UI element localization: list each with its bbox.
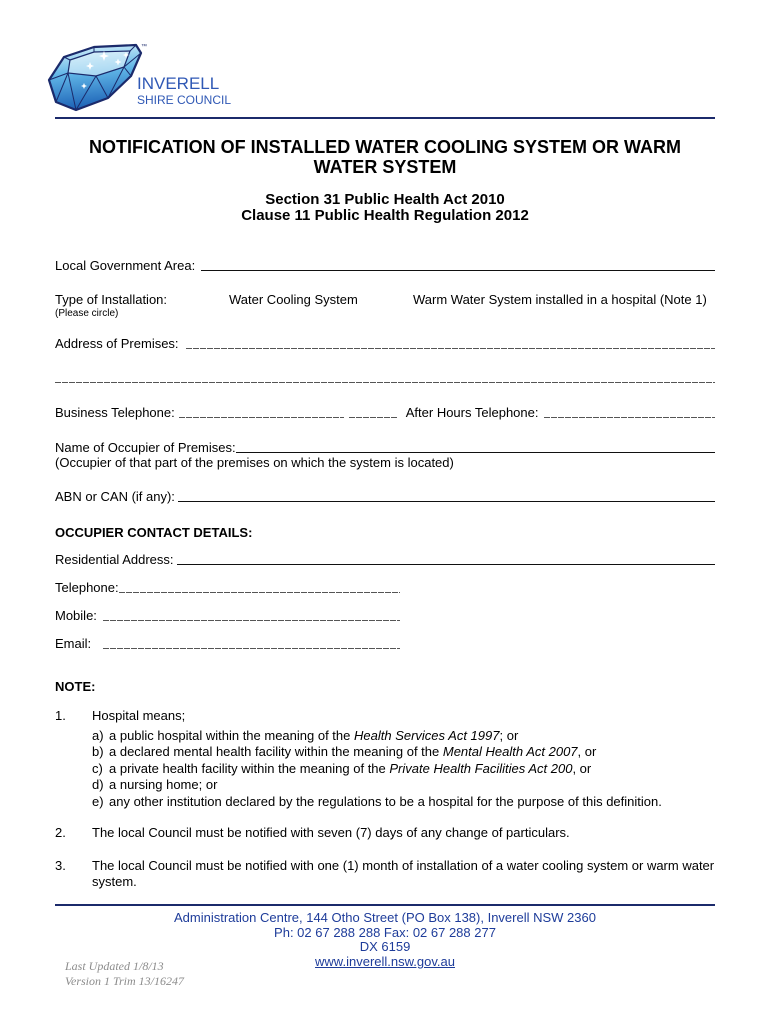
footer-phone-fax: Ph: 02 67 288 288 Fax: 02 67 288 277 [274,925,496,940]
abn-can-input[interactable] [178,489,715,502]
occupier-name-row [55,440,715,455]
note-1-number: 1. [55,708,66,723]
version-trim: Version 1 Trim 13/16247 [65,974,185,988]
local-government-area-input[interactable] [201,258,715,271]
please-circle-hint: (Please circle) [55,308,119,319]
legislation-clause: Clause 11 Public Health Regulation 2012 [241,207,529,224]
business-telephone-label: Business Telephone: [55,405,175,420]
email-label: Email: [55,636,92,651]
occupier-telephone-label: Telephone: [55,580,119,595]
address-of-premises-row [55,336,715,351]
residential-address-input[interactable] [177,552,715,565]
mobile-row [55,608,400,623]
address-of-premises-label: Address of Premises: [55,336,179,351]
note-3-text-continued: system. [92,874,137,889]
footer-address: Administration Centre, 144 Otho Street (PO Box 138), Inverell NSW 2360 [174,910,596,925]
occupier-name-label: Name of Occupier of Premises: [55,440,236,455]
trademark-symbol: ™ [141,44,147,50]
logo-subtitle: SHIRE COUNCIL [137,93,232,107]
definition-text: a nursing home; or [109,777,218,792]
page-title-line-1: NOTIFICATION OF INSTALLED WATER COOLING SYSTEM OR WARM [89,137,681,157]
definition-text-after: ; or [499,728,519,743]
sapphire-gem-logo-icon [44,40,150,114]
note-3-number: 3. [55,858,66,873]
header-divider [55,117,715,119]
list-marker: e) [92,794,104,809]
mobile-input[interactable] [103,608,400,621]
definition-text-after: , or [577,744,597,759]
after-hours-telephone-input[interactable] [544,405,715,418]
definition-text: any other institution declared by the regulations to be a hospital for the purpose of this definition. [109,794,662,809]
act-title: Mental Health Act 2007 [442,744,578,759]
act-title: Private Health Facilities Act 200 [389,761,573,776]
act-title: Health Services Act 1997 [354,728,500,743]
type-of-installation-label: Type of Installation: [55,292,168,307]
notes-heading: NOTE: [55,679,96,694]
note-2-number: 2. [55,825,66,840]
address-of-premises-input[interactable] [186,336,715,349]
email-input[interactable] [103,636,400,649]
residential-address-label: Residential Address: [55,552,174,567]
business-telephone-input[interactable] [179,405,344,418]
hospital-definition-item-a [92,728,518,743]
hospital-definition-item-d [92,777,217,792]
telephone-row [55,405,715,420]
email-row [55,636,400,651]
abn-can-label: ABN or CAN (if any): [55,489,175,504]
note-3-text: The local Council must be notified with one (1) month of installation of a water cooling system or warm water [92,858,715,873]
hospital-definition-item-c [92,761,591,776]
option-warm-water-system[interactable]: Warm Water System installed in a hospital (Note 1) [413,292,707,307]
list-marker: c) [92,761,103,776]
note-1-text: Hospital means; [92,708,186,723]
definition-text-after: , or [572,761,592,776]
after-hours-telephone-label: After Hours Telephone: [405,405,539,420]
local-government-area-row [55,258,715,273]
option-water-cooling-system[interactable]: Water Cooling System [229,292,358,307]
logo-name: INVERELL [137,74,220,93]
last-updated: Last Updated 1/8/13 [65,959,164,973]
footer-divider [55,904,715,906]
occupier-contact-heading: OCCUPIER CONTACT DETAILS: [55,525,253,540]
definition-text: a declared mental health facility within the meaning of the [109,744,443,759]
occupier-telephone-row [55,580,400,595]
definition-text: a public hospital within the meaning of the [109,728,354,743]
local-government-area-label: Local Government Area: [55,258,196,273]
occupier-name-note: (Occupier of that part of the premises on which the system is located) [55,455,454,470]
website-link[interactable]: www.inverell.nsw.gov.au [315,954,455,969]
definition-text: a private health facility within the meaning of the [109,761,390,776]
abn-can-row [55,489,715,504]
page-title-line-2: WATER SYSTEM [313,157,457,177]
business-telephone-extension-input[interactable] [349,405,397,418]
note-2-text: The local Council must be notified with seven (7) days of any change of particulars. [92,825,570,840]
residential-address-row [55,552,715,567]
address-of-premises-line-2-input[interactable] [55,370,715,383]
occupier-name-input[interactable] [236,440,715,453]
hospital-definition-item-e [92,794,662,809]
list-marker: d) [92,777,104,792]
list-marker: a) [92,728,104,743]
mobile-label: Mobile: [55,608,97,623]
footer-dx: DX 6159 [359,939,411,954]
occupier-telephone-input[interactable] [119,580,400,593]
list-marker: b) [92,744,104,759]
legislation-section: Section 31 Public Health Act 2010 [265,191,505,208]
hospital-definition-item-b [92,744,596,759]
address-of-premises-line-2-row [55,370,715,385]
